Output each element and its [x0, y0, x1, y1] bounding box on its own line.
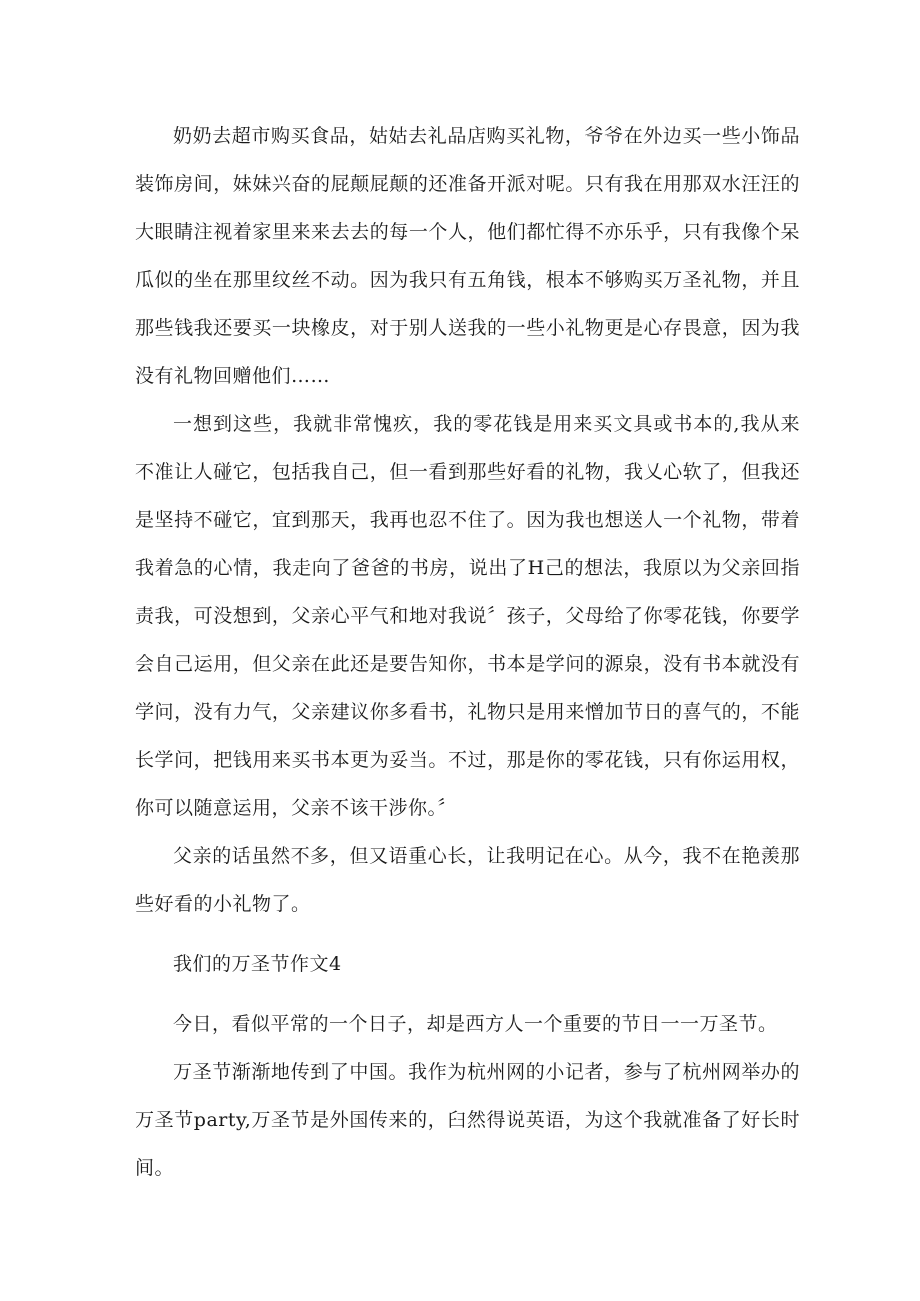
paragraph-2: 一想到这些，我就非常愧疚，我的零花钱是用来买文具或书本的,我从来不准让人碰它，包括我自己，但一看到那些好看的礼物，我乂心软了，但我还是坚持不碰它，宜到那天，我再也忍不住了。因为我也想送人一个礼物，带着我着急的心情，我走向了爸爸的书房，说出了H己的想法，我原以为父亲回指责我，可没想到，父亲心平气和地对我说〞孩子，父母给了你零花钱，你要学会自己运用，但父亲在此还是要告知你，书本是学问的源泉，没有书本就没有学问，没有力气，父亲建议你多看书，礼物只是用来憎加节日的喜气的，不能长学问，把钱用来买书本更为妥当。不过，那是你的零花钱，只有你运用权，你可以随意运用，父亲不该干涉你。〞: [135, 413, 800, 819]
paragraph-1: 奶奶去超市购买食品，姑姑去礼品店购买礼物，爷爷在外边买一些小饰品装饰房间，妹妹兴奋的屁颠屁颠的还准备开派对呢。只有我在用那双水汪汪的大眼睛注视着家里来来去去的每一个人，他们都忙得不亦乐乎，只有我像个呆瓜似的坐在那里纹丝不动。因为我只有五角钱，根本不够购买万圣礼物，并且那些钱我还要买一块橡皮，对于别人送我的一些小礼物更是心存畏意，因为我没有礼物回赠他们……: [135, 125, 800, 387]
paragraph-5: 万圣节渐渐地传到了中国。我作为杭州网的小记者，参与了杭州网举办的万圣节party,万圣节是外国传来的，臼然得说英语，为这个我就准备了好长时间。: [135, 1061, 800, 1179]
paragraph-4: 今日，看似平常的一个日子，却是西方人一个重要的节日一一万圣节。: [173, 1013, 778, 1035]
paragraph-3: 父亲的话虽然不多，但又语重心长，让我明记在心。从今，我不在艳羡那些好看的小礼物了。: [135, 845, 800, 915]
document-body: [135, 112, 800, 1192]
section-heading: 我们的万圣节作文4: [173, 953, 342, 975]
